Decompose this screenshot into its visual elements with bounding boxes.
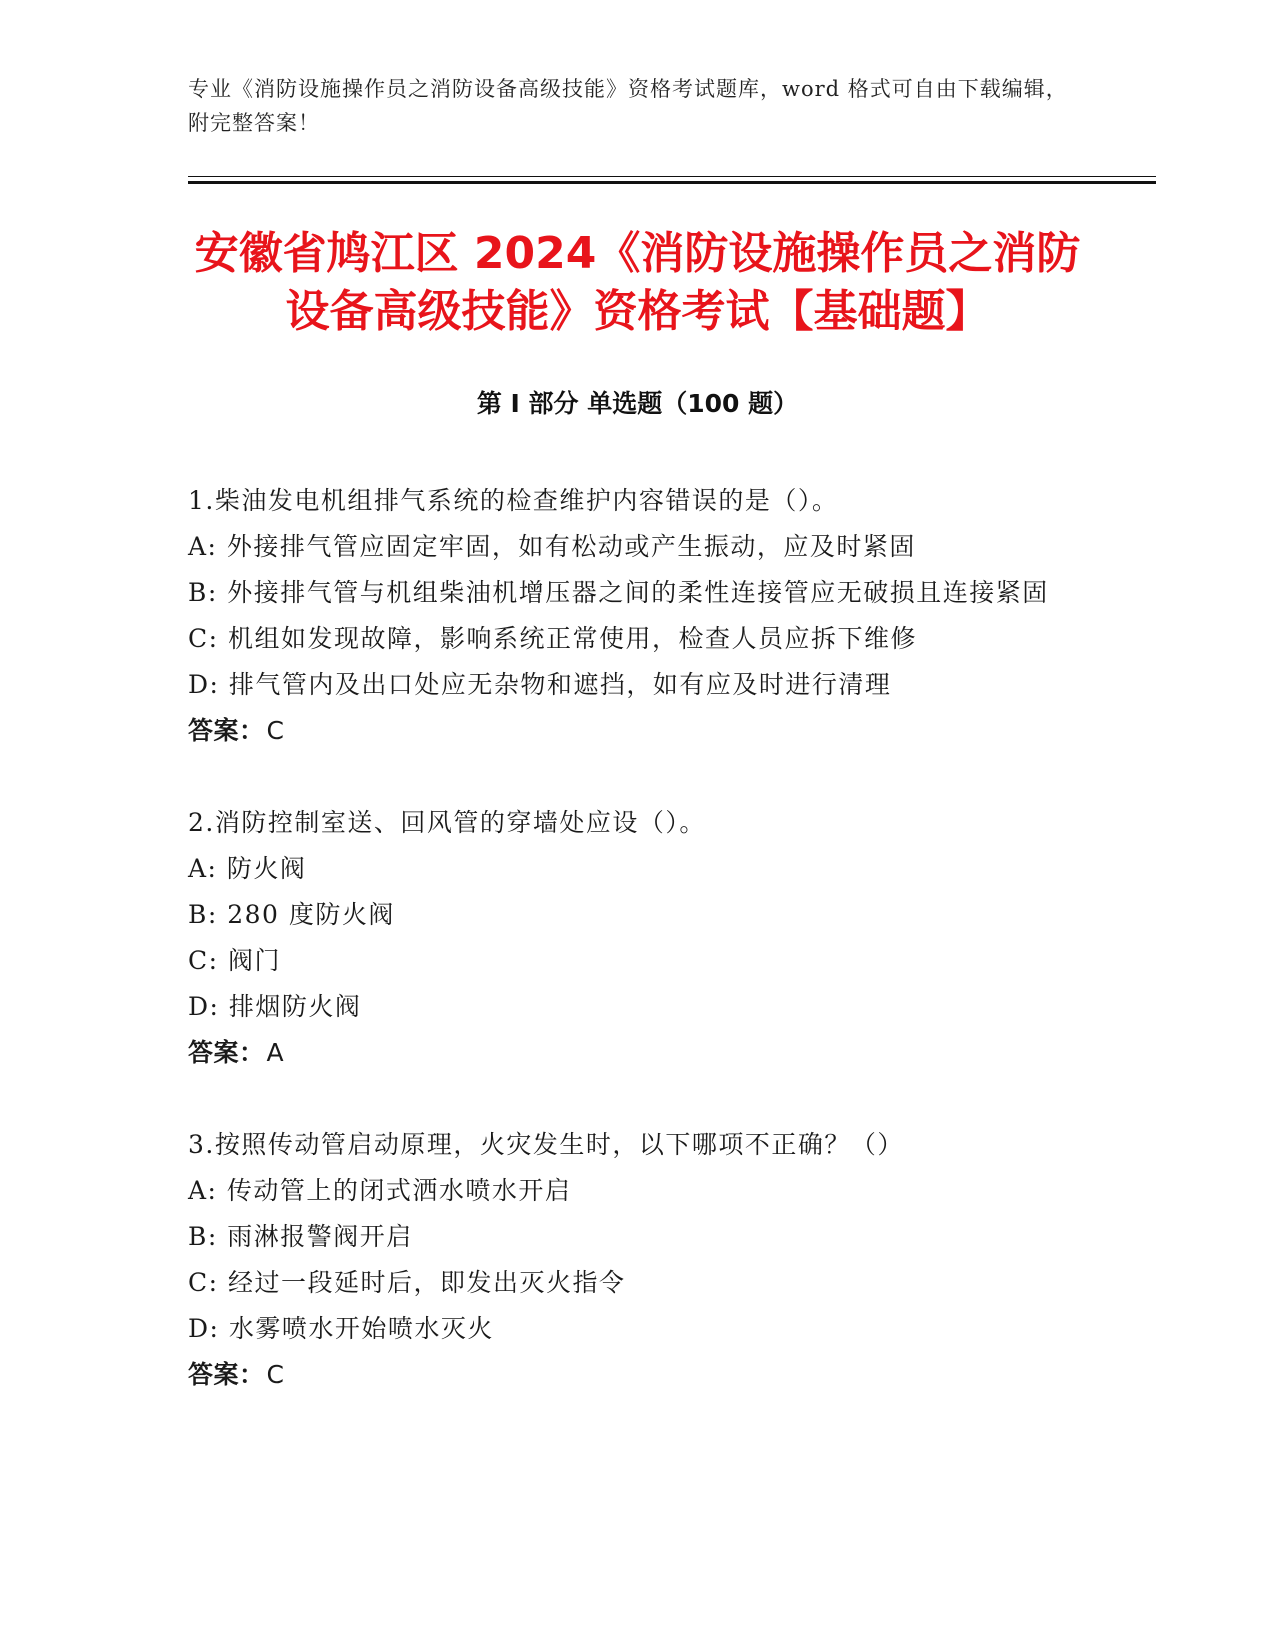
answer-label: 答案： — [188, 716, 265, 745]
option-a: A: 外接排气管应固定牢固，如有松动或产生振动，应及时紧固 — [188, 532, 916, 561]
answer-value: A — [266, 1038, 285, 1067]
answer-label: 答案： — [188, 1038, 265, 1067]
question-text: 1.柴油发电机组排气系统的检查维护内容错误的是（）。 — [188, 486, 839, 515]
option-d: D: 水雾喷水开始喷水灭火 — [188, 1314, 494, 1343]
answer-value: C — [266, 1360, 285, 1389]
answer-value: C — [266, 716, 285, 745]
question-text: 2.消防控制室送、回风管的穿墙处应设（）。 — [188, 808, 706, 837]
option-a: A: 防火阀 — [188, 854, 307, 883]
answer — [188, 708, 1068, 754]
question-text: 3.按照传动管启动原理，火灾发生时，以下哪项不正确？（） — [188, 1130, 904, 1159]
option-b: B: 280 度防火阀 — [188, 900, 395, 929]
option-d: D: 排烟防火阀 — [188, 992, 362, 1021]
question-1 — [188, 478, 1068, 754]
answer — [188, 1030, 1068, 1076]
option-c: C: 阀门 — [188, 946, 281, 975]
document-title — [150, 225, 1125, 341]
option-b: B: 雨淋报警阀开启 — [188, 1222, 413, 1251]
answer — [188, 1352, 1068, 1398]
option-a: A: 传动管上的闭式洒水喷水开启 — [188, 1176, 572, 1205]
option-d: D: 排气管内及出口处应无杂物和遮挡，如有应及时进行清理 — [188, 670, 892, 699]
question-list — [188, 478, 1068, 1444]
question-2 — [188, 800, 1068, 1076]
option-c: C: 机组如发现故障，影响系统正常使用，检查人员应拆下维修 — [188, 624, 918, 653]
question-3 — [188, 1122, 1068, 1398]
section-title: 第 I 部分 单选题（100 题） — [476, 389, 799, 418]
option-b: B: 外接排气管与机组柴油机增压器之间的柔性连接管应无破损且连接紧固 — [188, 578, 1049, 607]
option-c: C: 经过一段延时后，即发出灭火指令 — [188, 1268, 626, 1297]
header-divider-thick — [188, 181, 1156, 184]
answer-label: 答案： — [188, 1360, 265, 1389]
header-note: 专业《消防设施操作员之消防设备高级技能》资格考试题库，word 格式可自由下载编辑，附完整答案！ — [188, 77, 1068, 135]
title-line-2: 设备高级技能》资格考试【基础题】 — [285, 286, 990, 337]
header-divider-thin — [188, 176, 1156, 177]
title-line-1: 安徽省鸠江区 2024《消防设施操作员之消防 — [194, 228, 1081, 279]
